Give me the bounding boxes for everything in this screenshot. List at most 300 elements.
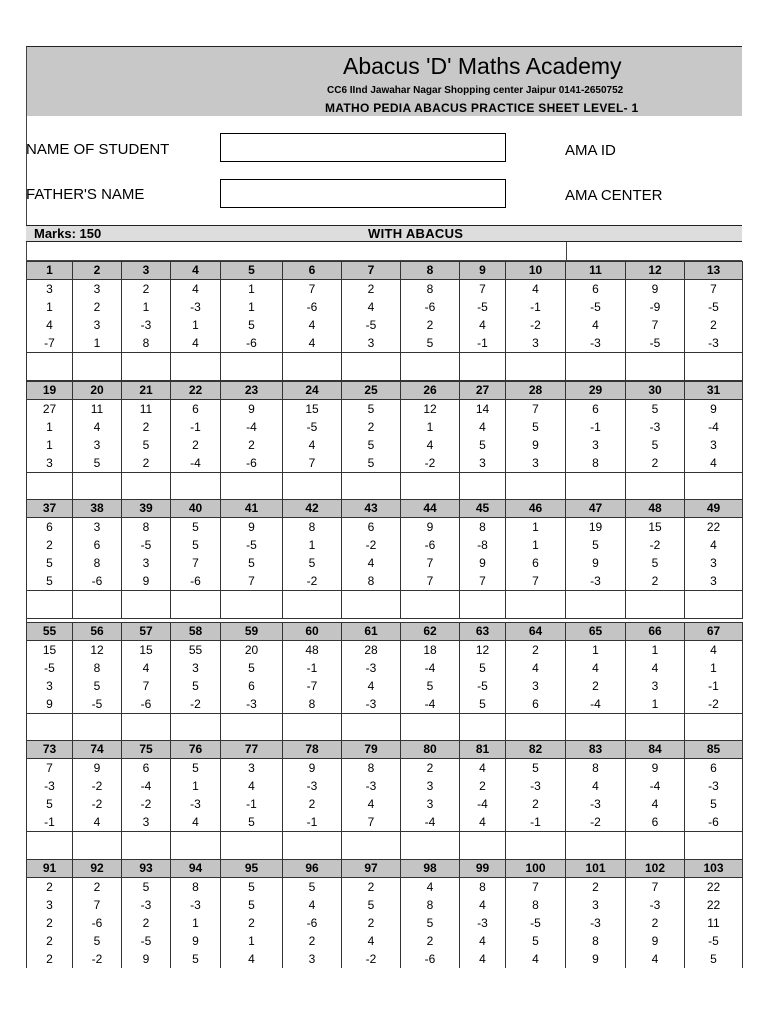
answer-cell[interactable] [221, 353, 283, 381]
problem-value: -1 [27, 813, 73, 832]
problem-value: 5 [73, 932, 122, 950]
problem-value: 6 [506, 554, 566, 572]
problem-value: 4 [221, 777, 283, 795]
father-name-field[interactable] [220, 179, 506, 208]
problem-value: 5 [171, 518, 221, 537]
problem-value: 5 [342, 896, 401, 914]
answer-cell[interactable] [342, 473, 401, 501]
answer-cell[interactable] [27, 714, 73, 742]
problem-value: 2 [342, 280, 401, 299]
question-number: 83 [566, 741, 626, 759]
answer-cell[interactable] [460, 832, 506, 860]
problem-value: 1 [221, 298, 283, 316]
answer-cell[interactable] [626, 591, 685, 619]
problem-value: 2 [122, 914, 171, 932]
answer-cell[interactable] [122, 714, 171, 742]
number-row [27, 334, 743, 353]
problem-value: -3 [626, 418, 685, 436]
answer-cell[interactable] [685, 353, 743, 381]
problem-value: 7 [342, 813, 401, 832]
number-row [27, 813, 743, 832]
problem-value: 9 [171, 932, 221, 950]
answer-cell[interactable] [221, 832, 283, 860]
problem-value: -5 [342, 316, 401, 334]
problem-value: -3 [566, 795, 626, 813]
answer-cell[interactable] [283, 591, 342, 619]
problem-value: 4 [283, 436, 342, 454]
answer-cell[interactable] [460, 353, 506, 381]
question-number: 66 [626, 623, 685, 641]
question-number: 47 [566, 500, 626, 518]
problem-value: -3 [342, 659, 401, 677]
answer-cell[interactable] [27, 473, 73, 501]
problem-value: 3 [73, 280, 122, 299]
problem-value: 6 [27, 518, 73, 537]
problem-value: -2 [342, 536, 401, 554]
problem-block [26, 740, 742, 867]
problem-value: -4 [401, 695, 460, 714]
problem-value: 1 [221, 932, 283, 950]
answer-cell[interactable] [122, 832, 171, 860]
problem-value: -1 [506, 298, 566, 316]
problem-value: 6 [122, 759, 171, 778]
problem-value: 3 [221, 759, 283, 778]
question-number: 3 [122, 262, 171, 280]
problem-value: -4 [566, 695, 626, 714]
marks-label: Marks: 150 [34, 226, 102, 241]
answer-cell[interactable] [342, 714, 401, 742]
problem-value: 4 [460, 896, 506, 914]
answer-cell[interactable] [401, 714, 460, 742]
problem-value: 4 [685, 454, 743, 473]
problem-value: -3 [566, 914, 626, 932]
problem-value: 2 [221, 436, 283, 454]
problem-value: 5 [73, 454, 122, 473]
answer-cell[interactable] [685, 591, 743, 619]
problem-value: 5 [171, 536, 221, 554]
problem-value: 8 [401, 896, 460, 914]
problem-value: 9 [626, 759, 685, 778]
problem-value: 2 [685, 316, 743, 334]
problem-value: -5 [685, 932, 743, 950]
answer-cell[interactable] [171, 473, 221, 501]
question-number: 48 [626, 500, 685, 518]
problem-value: 9 [566, 950, 626, 968]
answer-cell[interactable] [122, 473, 171, 501]
problem-value: 7 [27, 759, 73, 778]
problem-value: 5 [27, 795, 73, 813]
problem-value: 4 [221, 950, 283, 968]
answer-cell[interactable] [283, 353, 342, 381]
problem-value: -5 [27, 659, 73, 677]
problem-value: 9 [122, 572, 171, 591]
problem-value: 7 [626, 316, 685, 334]
answer-cell[interactable] [122, 353, 171, 381]
question-number: 28 [506, 382, 566, 400]
problem-value: 5 [171, 759, 221, 778]
problem-value: -4 [460, 795, 506, 813]
problem-value: -7 [283, 677, 342, 695]
number-row [27, 554, 743, 572]
answer-row [27, 591, 743, 619]
question-number: 12 [626, 262, 685, 280]
number-row [27, 400, 743, 419]
problem-value: 5 [506, 759, 566, 778]
problem-value: -5 [73, 695, 122, 714]
problem-value: 4 [342, 554, 401, 572]
question-number: 80 [401, 741, 460, 759]
answer-cell[interactable] [685, 832, 743, 860]
problem-value: 3 [27, 280, 73, 299]
problem-value: -4 [122, 777, 171, 795]
problem-value: -4 [171, 454, 221, 473]
answer-cell[interactable] [566, 591, 626, 619]
answer-cell[interactable] [685, 714, 743, 742]
answer-cell[interactable] [171, 714, 221, 742]
problem-value: 15 [626, 518, 685, 537]
answer-cell[interactable] [73, 353, 122, 381]
answer-cell[interactable] [171, 591, 221, 619]
problem-value: 5 [401, 677, 460, 695]
question-number: 4 [171, 262, 221, 280]
problem-value: -4 [626, 777, 685, 795]
question-number: 46 [506, 500, 566, 518]
problem-value: 5 [506, 418, 566, 436]
answer-cell[interactable] [283, 714, 342, 742]
problem-value: -2 [401, 454, 460, 473]
problem-value: 15 [122, 641, 171, 660]
problem-value: 11 [73, 400, 122, 419]
border-line [26, 116, 27, 242]
problem-value: 5 [685, 795, 743, 813]
answer-cell[interactable] [73, 832, 122, 860]
problem-value: 2 [342, 914, 401, 932]
problem-value: 3 [342, 334, 401, 353]
problem-value: 7 [626, 878, 685, 897]
number-row [27, 298, 743, 316]
answer-cell[interactable] [566, 473, 626, 501]
problem-value: 8 [401, 280, 460, 299]
answer-cell[interactable] [626, 353, 685, 381]
problem-value: 3 [506, 454, 566, 473]
problem-value: -3 [566, 334, 626, 353]
number-row [27, 878, 743, 897]
number-row [27, 695, 743, 714]
question-number: 8 [401, 262, 460, 280]
problem-value: 5 [401, 914, 460, 932]
problem-value: 12 [460, 641, 506, 660]
answer-cell[interactable] [221, 714, 283, 742]
answer-cell[interactable] [401, 473, 460, 501]
number-row [27, 641, 743, 660]
question-number: 1 [27, 262, 73, 280]
problem-value: 4 [342, 298, 401, 316]
answer-cell[interactable] [171, 353, 221, 381]
problem-value: 4 [506, 659, 566, 677]
question-number: 73 [27, 741, 73, 759]
problem-value: -2 [73, 795, 122, 813]
problem-value: 3 [73, 436, 122, 454]
answer-cell[interactable] [27, 591, 73, 619]
answer-cell[interactable] [401, 591, 460, 619]
problem-value: 8 [566, 932, 626, 950]
father-name-label: FATHER'S NAME [26, 186, 145, 203]
problem-value: 9 [73, 759, 122, 778]
problem-value: 1 [506, 536, 566, 554]
problem-value: 3 [283, 950, 342, 968]
answer-cell[interactable] [73, 591, 122, 619]
answer-cell[interactable] [506, 714, 566, 742]
number-row [27, 795, 743, 813]
problem-value: -3 [342, 777, 401, 795]
answer-cell[interactable] [506, 591, 566, 619]
problem-value: 7 [122, 677, 171, 695]
problem-value: 9 [283, 759, 342, 778]
problem-value: 1 [27, 418, 73, 436]
problem-value: 1 [626, 695, 685, 714]
number-row [27, 536, 743, 554]
question-number: 57 [122, 623, 171, 641]
problem-value: 7 [283, 454, 342, 473]
problem-value: 6 [566, 400, 626, 419]
problem-value: 3 [27, 677, 73, 695]
question-number: 82 [506, 741, 566, 759]
answer-cell[interactable] [221, 473, 283, 501]
problem-value: 4 [73, 418, 122, 436]
problem-value: 3 [122, 813, 171, 832]
problem-value: 1 [171, 914, 221, 932]
problem-value: 2 [122, 454, 171, 473]
ama-id-label: AMA ID [565, 142, 616, 159]
problem-value: 6 [566, 280, 626, 299]
answer-cell[interactable] [506, 473, 566, 501]
problem-value: 4 [626, 950, 685, 968]
problem-block [26, 261, 742, 388]
problem-value: 4 [566, 316, 626, 334]
question-number: 99 [460, 860, 506, 878]
problem-value: 5 [460, 659, 506, 677]
problem-value: 5 [73, 677, 122, 695]
problem-value: 2 [27, 932, 73, 950]
problem-value: 3 [27, 896, 73, 914]
problem-value: 11 [685, 914, 743, 932]
problem-value: 3 [401, 777, 460, 795]
problem-value: 7 [460, 280, 506, 299]
question-number: 98 [401, 860, 460, 878]
question-number: 102 [626, 860, 685, 878]
problem-value: 2 [73, 298, 122, 316]
question-number: 96 [283, 860, 342, 878]
answer-cell[interactable] [506, 832, 566, 860]
answer-cell[interactable] [401, 832, 460, 860]
answer-cell[interactable] [221, 591, 283, 619]
problem-value: 4 [460, 418, 506, 436]
number-row [27, 316, 743, 334]
problem-value: 2 [626, 914, 685, 932]
student-name-label: NAME OF STUDENT [26, 141, 170, 158]
answer-cell[interactable] [283, 832, 342, 860]
problem-value: 9 [460, 554, 506, 572]
number-row [27, 950, 743, 968]
question-number: 19 [27, 382, 73, 400]
question-number: 39 [122, 500, 171, 518]
problem-value: 7 [506, 400, 566, 419]
question-number: 95 [221, 860, 283, 878]
question-number: 84 [626, 741, 685, 759]
number-row [27, 777, 743, 795]
problem-value: 2 [27, 950, 73, 968]
problem-value: -5 [626, 334, 685, 353]
answer-cell[interactable] [27, 832, 73, 860]
problem-value: 2 [27, 536, 73, 554]
problem-value: 12 [401, 400, 460, 419]
problem-value: 5 [342, 436, 401, 454]
answer-cell[interactable] [283, 473, 342, 501]
answer-cell[interactable] [342, 832, 401, 860]
problem-value: -3 [122, 896, 171, 914]
problem-value: -5 [122, 932, 171, 950]
question-number: 94 [171, 860, 221, 878]
problem-value: -1 [685, 677, 743, 695]
answer-cell[interactable] [122, 591, 171, 619]
problem-value: -5 [566, 298, 626, 316]
problem-value: 2 [27, 914, 73, 932]
answer-cell[interactable] [342, 353, 401, 381]
problem-value: 3 [566, 896, 626, 914]
problem-value: 7 [401, 572, 460, 591]
problem-value: 5 [566, 536, 626, 554]
answer-cell[interactable] [566, 714, 626, 742]
problem-value: -1 [171, 418, 221, 436]
problem-value: 6 [221, 677, 283, 695]
problem-value: 1 [122, 298, 171, 316]
question-number: 23 [221, 382, 283, 400]
ama-center-label: AMA CENTER [565, 187, 663, 204]
question-number: 6 [283, 262, 342, 280]
problem-block [26, 499, 742, 626]
problem-value: 4 [27, 316, 73, 334]
problem-value: 5 [401, 334, 460, 353]
answer-cell[interactable] [566, 832, 626, 860]
problem-value: 4 [460, 759, 506, 778]
question-number: 62 [401, 623, 460, 641]
problem-value: 14 [460, 400, 506, 419]
problem-value: 3 [685, 436, 743, 454]
answer-cell[interactable] [73, 473, 122, 501]
problem-value: 4 [401, 436, 460, 454]
problem-value: 3 [506, 677, 566, 695]
question-number-row [27, 262, 743, 280]
problem-value: 2 [401, 932, 460, 950]
problem-value: -6 [685, 813, 743, 832]
mode-label: WITH ABACUS [368, 226, 464, 241]
answer-row [27, 714, 743, 742]
problem-value: 1 [626, 641, 685, 660]
problem-value: 15 [27, 641, 73, 660]
problem-value: -4 [221, 418, 283, 436]
answer-cell[interactable] [460, 591, 506, 619]
answer-cell[interactable] [566, 353, 626, 381]
answer-cell[interactable] [626, 473, 685, 501]
problem-value: 7 [506, 572, 566, 591]
problem-value: -1 [283, 813, 342, 832]
answer-cell[interactable] [401, 353, 460, 381]
number-row [27, 518, 743, 537]
question-number: 85 [685, 741, 743, 759]
answer-cell[interactable] [506, 353, 566, 381]
problem-value: 4 [626, 659, 685, 677]
number-row [27, 677, 743, 695]
answer-cell[interactable] [460, 473, 506, 501]
problem-value: -2 [626, 536, 685, 554]
number-row [27, 436, 743, 454]
problem-value: 5 [283, 878, 342, 897]
problem-value: 4 [566, 659, 626, 677]
answer-cell[interactable] [171, 832, 221, 860]
problem-value: 1 [401, 418, 460, 436]
problem-value: 7 [171, 554, 221, 572]
problem-value: 3 [27, 454, 73, 473]
problem-value: 2 [283, 932, 342, 950]
answer-cell[interactable] [73, 714, 122, 742]
problem-value: 19 [566, 518, 626, 537]
question-number: 76 [171, 741, 221, 759]
problem-value: -2 [122, 795, 171, 813]
question-number: 55 [27, 623, 73, 641]
answer-cell[interactable] [342, 591, 401, 619]
question-number: 40 [171, 500, 221, 518]
problem-value: 4 [506, 280, 566, 299]
question-number-row [27, 741, 743, 759]
problem-value: 5 [460, 436, 506, 454]
problem-value: 5 [342, 400, 401, 419]
question-number: 79 [342, 741, 401, 759]
number-row [27, 896, 743, 914]
problem-value: 9 [626, 932, 685, 950]
problem-value: 5 [506, 932, 566, 950]
question-number: 31 [685, 382, 743, 400]
problem-value: -6 [221, 454, 283, 473]
answer-cell[interactable] [626, 832, 685, 860]
answer-cell[interactable] [626, 714, 685, 742]
question-number: 22 [171, 382, 221, 400]
problem-value: 1 [27, 298, 73, 316]
problem-value: 1 [73, 334, 122, 353]
answer-cell[interactable] [685, 473, 743, 501]
question-number: 9 [460, 262, 506, 280]
number-row [27, 914, 743, 932]
number-row [27, 572, 743, 591]
student-name-field[interactable] [220, 133, 506, 162]
problem-value: 3 [685, 572, 743, 591]
number-row [27, 454, 743, 473]
problem-block [26, 381, 742, 508]
problem-value: 4 [685, 641, 743, 660]
problem-value: 6 [73, 536, 122, 554]
answer-cell[interactable] [460, 714, 506, 742]
question-number: 20 [73, 382, 122, 400]
problem-value: 4 [626, 795, 685, 813]
problem-value: -1 [566, 418, 626, 436]
question-number: 97 [342, 860, 401, 878]
question-number: 59 [221, 623, 283, 641]
academy-address: CC6 IInd Jawahar Nagar Shopping center Jaipur 0141-2650752 [327, 85, 624, 96]
question-number: 5 [221, 262, 283, 280]
answer-cell[interactable] [27, 353, 73, 381]
problem-value: 1 [27, 436, 73, 454]
problem-value: 4 [171, 280, 221, 299]
problem-value: 1 [171, 777, 221, 795]
